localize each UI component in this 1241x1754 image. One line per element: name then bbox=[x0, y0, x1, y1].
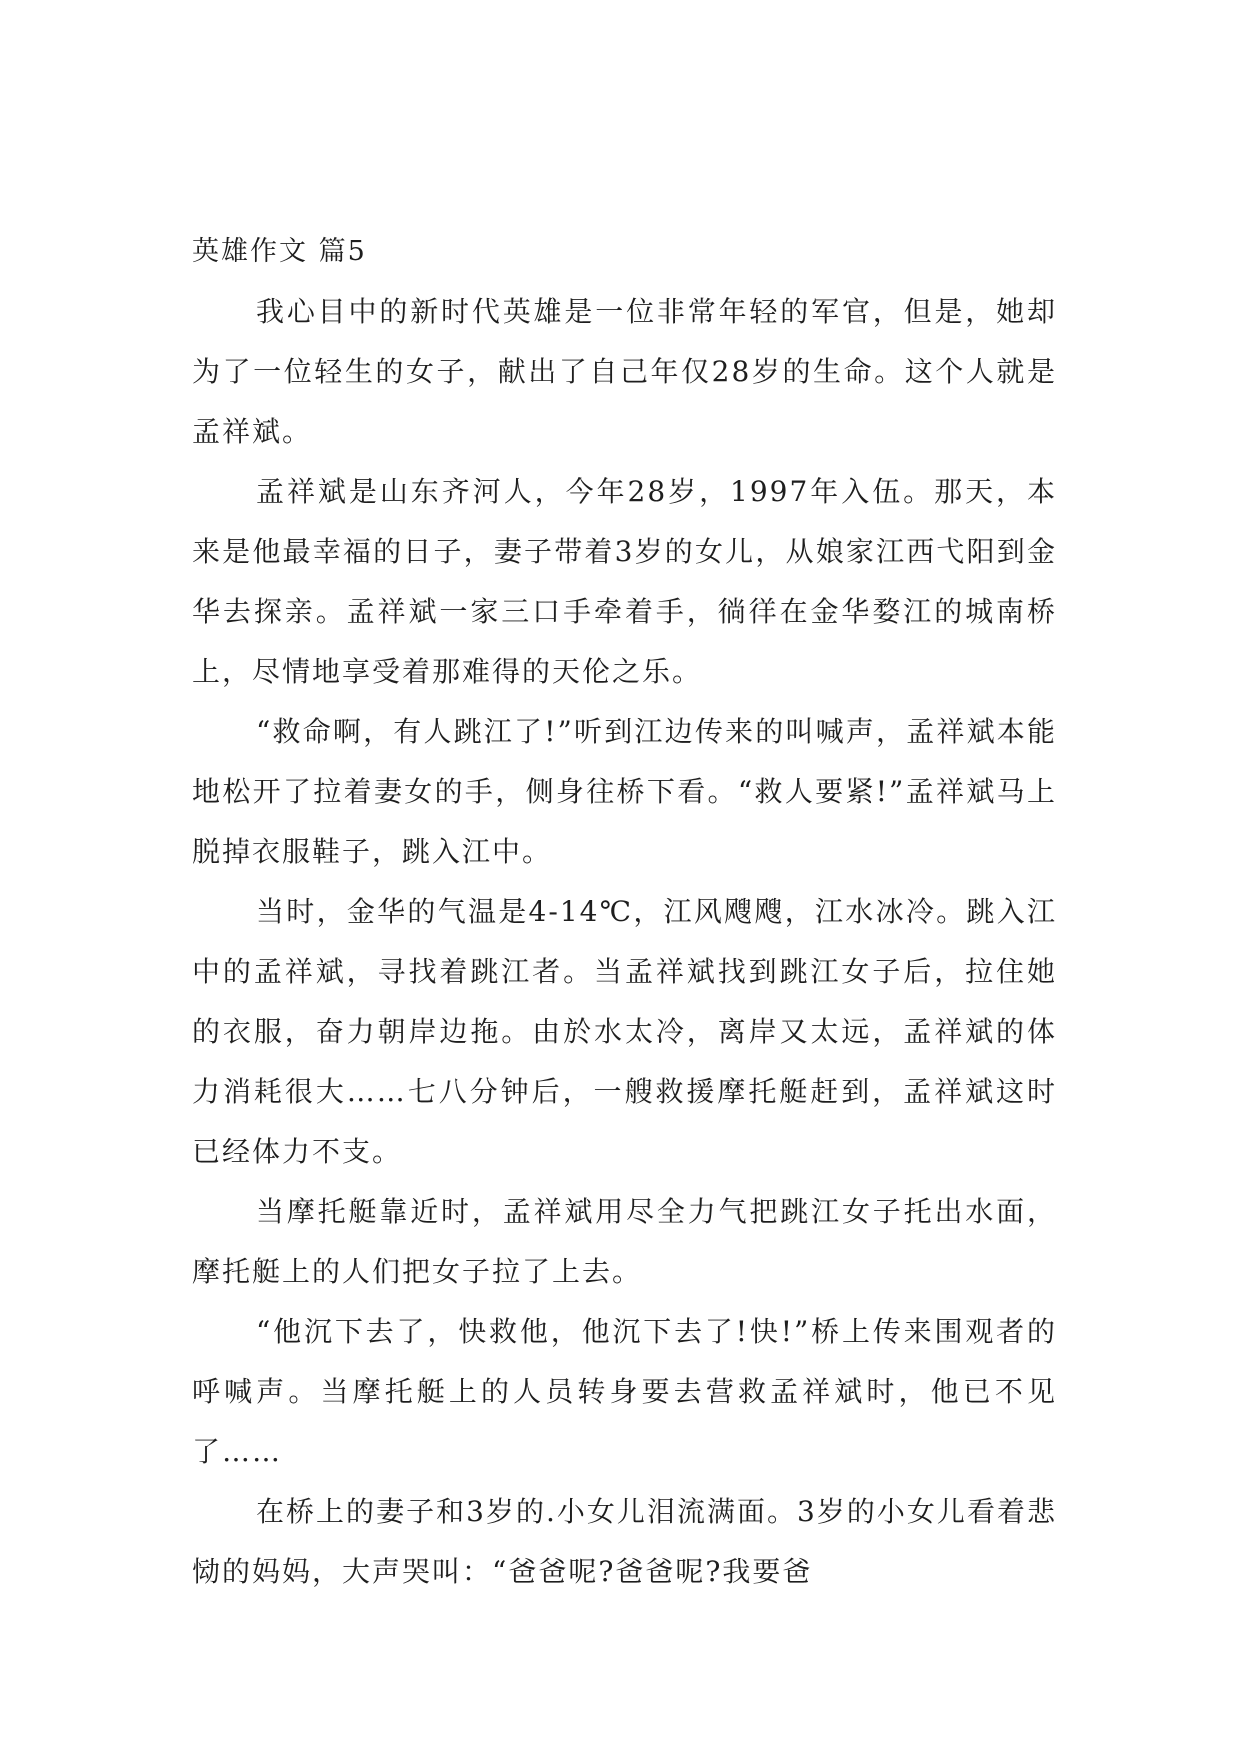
essay-title: 英雄作文 篇5 bbox=[192, 236, 367, 267]
paragraph-3: “救命啊，有人跳江了!”听到江边传来的叫喊声，孟祥斌本能地松开了拉着妻女的手，侧身往桥下看。“救人要紧!”孟祥斌马上脱掉衣服鞋子，跳入江中。 bbox=[192, 715, 1057, 868]
paragraph-1: 我心目中的新时代英雄是一位非常年轻的军官，但是，她却为了一位轻生的女子，献出了自己年仅28岁的生命。这个人就是孟祥斌。 bbox=[192, 295, 1057, 448]
paragraph-5: 当摩托艇靠近时，孟祥斌用尽全力气把跳江女子托出水面，摩托艇上的人们把女子拉了上去。 bbox=[192, 1195, 1057, 1288]
paragraph-2: 孟祥斌是山东齐河人，今年28岁，1997年入伍。那天，本来是他最幸福的日子，妻子带着3岁的女儿，从娘家江西弋阳到金华去探亲。孟祥斌一家三口手牵着手，徜徉在金华婺江的城南桥上，尽情地享受着那难得的天伦之乐。 bbox=[192, 475, 1057, 688]
paragraph-4: 当时，金华的气温是4-14℃，江风飕飕，江水冰冷。跳入江中的孟祥斌，寻找着跳江者。当孟祥斌找到跳江女子后，拉住她的衣服，奋力朝岸边拖。由於水太冷，离岸又太远，孟祥斌的体力消耗很大……七八分钟后，一艘救援摩托艇赶到，孟祥斌这时已经体力不支。 bbox=[192, 895, 1057, 1168]
paragraph-6: “他沉下去了，快救他，他沉下去了!快!”桥上传来围观者的呼喊声。当摩托艇上的人员转身要去营救孟祥斌时，他已不见了…… bbox=[192, 1315, 1057, 1468]
document-body bbox=[192, 222, 1057, 1602]
paragraph-7: 在桥上的妻子和3岁的.小女儿泪流满面。3岁的小女儿看着悲恸的妈妈，大声哭叫：“爸爸呢?爸爸呢?我要爸 bbox=[192, 1495, 1057, 1588]
